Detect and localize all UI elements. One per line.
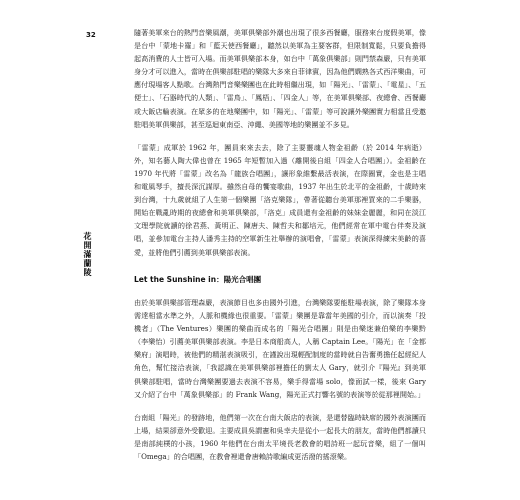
main-text-top — [134, 26, 426, 259]
main-text-bottom — [134, 296, 426, 463]
section-heading: Let the Sunshine in：陽光合唱團 — [134, 275, 262, 284]
paragraph-intro: 隨著美軍來台的熱門音樂風潮，美軍俱樂部外潮也出現了很多西餐廳，服務來台度假美軍，像是台中「蒙地卡羅」和「藍天使西餐廳」，聽然以美軍為主要客群，但限制寬鬆，只要負擔得起高消費的人士皆可入場。而美軍俱樂部本身，如台中「萬象俱樂部」則門禁森嚴，只有美軍身分才可以進入，當時在俱樂部駐唱的樂隊大多來自菲律賓，因為他們嫻熟各式西洋樂曲，可應付現場客人點歌。台灣熱門音樂樂團也在此時相繼出現，如「陽光」、「雷蒙」、「電星」、「五便士」、「石器時代的人類」、「雷鳥」、「鳳梧」、「四金人」等，在美軍俱樂部、夜總會、西餐廳或大飯店輪表演。在眾多的在地樂團中，如「陽光」、「雷蒙」等可說讓外樂團實力相當且受邀駐唱美軍俱樂部，甚至巡迴東南亞、沖繩、美國等地的樂團並不多見。 — [134, 28, 426, 129]
paragraph-tainan: 台南組「陽光」的發跡地，他們第一次在台南大飯店的表演，是還替臨時缺席的國外表演團而上場，結果卻意外受歡迎。主要成員吳謂憲和吳幸夫是從小一起長大的朋友，當時他們都讀只是南部純樸的小孩，1960 年他們在台南太平境長老教會的唱詩班一起玩音樂，組了一個叫「Omega」的合唱團，在教會裡還會唐賴詩歌編成更活潑的搖滾樂。 — [134, 412, 426, 462]
page-number: 32 — [86, 31, 96, 39]
paragraph-raymond: 「雷蒙」成軍於 1962 年，團員來來去去，除了主要靈魂人物金祖齡（於 2014 年病逝）外，知名藝人陶大偉也曾在 1965 年短暫加入過（離開後自組「四金人合唱團」）。金祖齡在 1970 年代將「雷蒙」改名為「龍族合唱團」，讓形象維繫最活表演，在際圈實，金也是主唱和電風琴手，擅長深沉謀厚。雖然自母的饗宴歌曲，1937 年出生於北平的金祖齡，十歲時來到台灣，十九歲就組了人生第一個樂團「洛克樂隊」，帶著從聽台美軍那裡買來的二手樂器，開始在戰亂時期的夜總會和美軍俱樂部，「洛克」成員還有金祖齡的妹妹金麗麗，和同在淡江文理學院就讀的徐君燕、黃明正、陳唐夫、陳哲夫和鄒培元，他們經常在軍中電台伴奏及演唱，並參加電台主持人潘秀主持的空軍新生社舉辦的演唱會，「雷蒙」表演深得練宋美齡的喜愛，並將他們引薦到美軍俱樂部表演。 — [134, 142, 426, 257]
paragraph-sunshine: 由於美軍俱樂部管理森嚴，表演節目也多由國外引進，台灣樂隊要能駐場表演，除了樂隊本身需達相當水準之外，人脈和機緣也很重要。「雷蒙」樂團是靠當年美國的引介，而以演奏「投機者」（The Ventures）樂團的樂曲而成名的「陽光合唱團」則是由樂迷兼伯樂的李樂黔（李樂怡）引薦美軍俱樂部表演。李是日本商船高人，人稱 Captain Lee。「陽光」在「金都樂府」演唱時，被他們的精湛表演吸引，在謹說出現輕配制度的當時就自告奮勇擔任起經紀人角色，幫忙接洽表演，「我認識在美軍俱樂部裡擔任的劉太人 Gary，就引介『陽光』到美軍俱樂部駐唱，當時台灣樂團要過去表演不容易，樂手得當場 solo，像面試一樣，後來 Gary 又介紹了台中「萬象俱樂部」的 Frank Wang，陽光正式打響名號的表演等於從那裡開始。」 — [134, 298, 426, 399]
running-title: 花開滿蘭陵 — [83, 232, 93, 277]
